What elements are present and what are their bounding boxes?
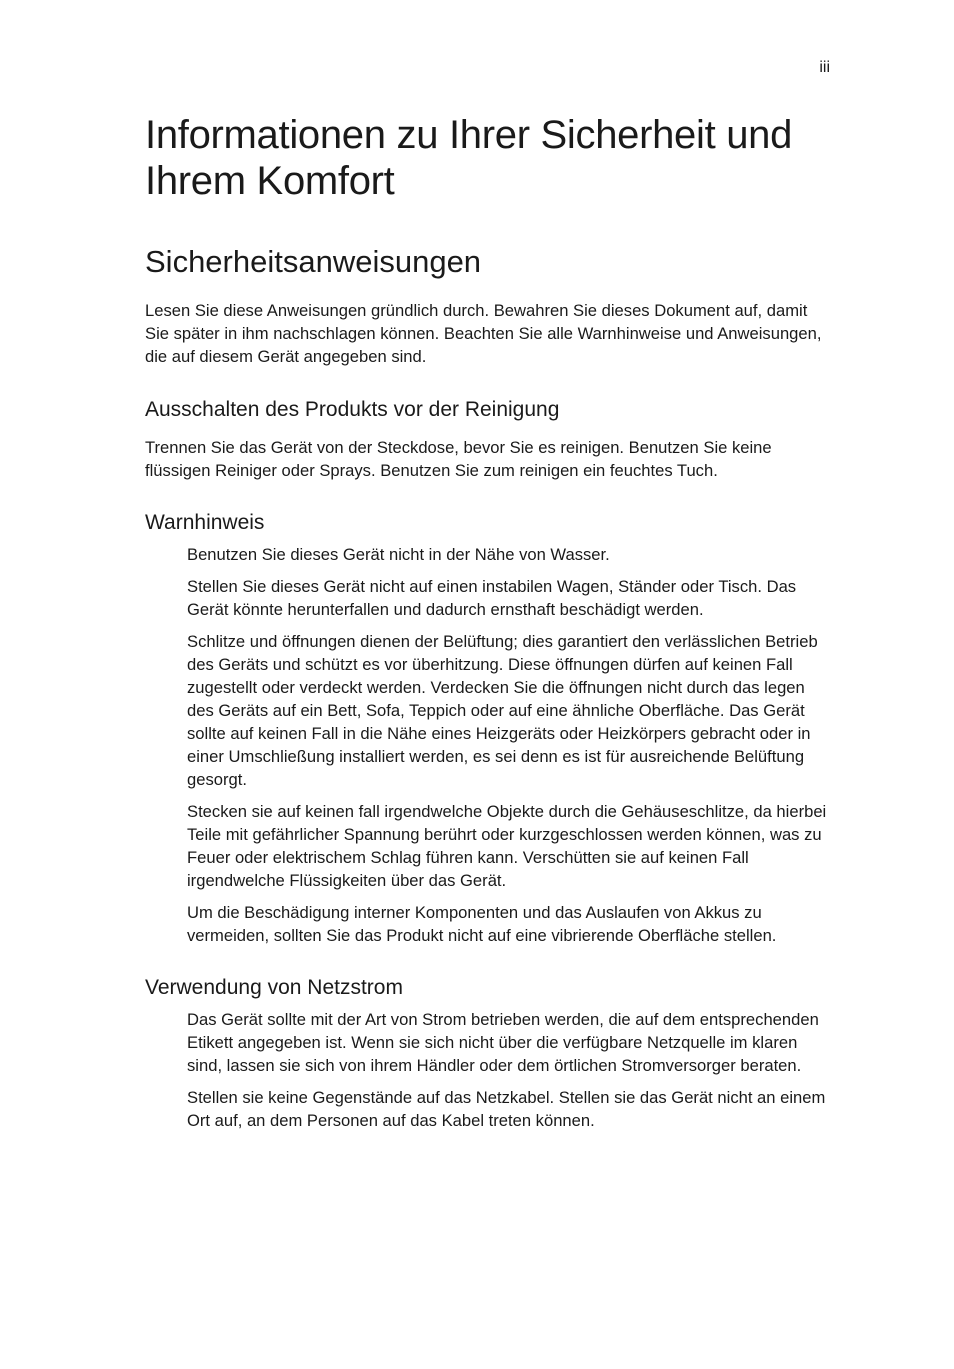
- warning-item: Schlitze und öffnungen dienen der Belüftung; dies garantiert den verlässlichen Betrieb des Geräts und schützt es vor überhitzung. Diese öffnungen dürfen auf keinen Fall zugestellt oder verdeckt werden. Verdecken Sie die öffnungen nicht durch das legen des Geräts auf ein Bett, Sofa, Teppich oder auf eine ähnliche Oberfläche. Das Gerät sollte auf keinen Fall in die Nähe eines Heizgeräts oder Heizkörpers gebracht oder in einer Umschließung installiert werden, es sei denn es ist für ausreichende Belüftung gesorgt.: [187, 632, 818, 789]
- warning-item: Benutzen Sie dieses Gerät nicht in der Nähe von Wasser.: [187, 545, 610, 564]
- subsection-heading-warning: Warnhinweis: [145, 511, 265, 534]
- cleaning-paragraph: Trennen Sie das Gerät von der Steckdose, bevor Sie es reinigen. Benutzen Sie keine flüssigen Reiniger oder Sprays. Benutzen Sie zum reinigen ein feuchtes Tuch.: [145, 438, 772, 480]
- warning-item: Stellen Sie dieses Gerät nicht auf einen instabilen Wagen, Ständer oder Tisch. Das Gerät könnte herunterfallen und dadurch ernsthaft beschädigt werden.: [187, 577, 797, 619]
- power-item: Das Gerät sollte mit der Art von Strom betrieben werden, die auf dem entsprechenden Etikett angegeben ist. Wenn sie sich nicht über die verfügbare Netzquelle im klaren sind, lassen sie sich von ihrem Händler oder dem örtlichen Stromversorger beraten.: [187, 1010, 819, 1075]
- page-title: Informationen zu Ihrer Sicherheit und Ihrem Komfort: [145, 113, 793, 203]
- section-heading: Sicherheitsanweisungen: [145, 244, 482, 279]
- warning-item: Stecken sie auf keinen fall irgendwelche Objekte durch die Gehäuseschlitze, da hierbei Teile mit gefährlicher Spannung berührt oder kurzgeschlossen werden können, was zu Feuer oder elektrischem Schlag führen kann. Verschütten sie auf keinen Fall irgendwelche Flüssigkeiten über das Gerät.: [187, 802, 827, 890]
- power-list: [187, 1008, 835, 1132]
- subsection-heading-cleaning: Ausschalten des Produkts vor der Reinigung: [145, 398, 560, 421]
- subsection-heading-power: Verwendung von Netzstrom: [145, 976, 403, 999]
- page-content: [145, 112, 835, 1132]
- power-item: Stellen sie keine Gegenstände auf das Netzkabel. Stellen sie das Gerät nicht an einem Ort auf, an dem Personen auf das Kabel treten können.: [187, 1088, 826, 1130]
- warning-list: [187, 543, 835, 947]
- page-number: iii: [819, 59, 830, 76]
- warning-item: Um die Beschädigung interner Komponenten und das Auslaufen von Akkus zu vermeiden, sollten Sie das Produkt nicht auf eine vibrierende Oberfläche stellen.: [187, 903, 777, 945]
- section-intro: Lesen Sie diese Anweisungen gründlich durch. Bewahren Sie dieses Dokument auf, damit Sie später in ihm nachschlagen können. Beachten Sie alle Warnhinweise und Anweisungen, die auf diesem Gerät angegeben sind.: [145, 301, 822, 366]
